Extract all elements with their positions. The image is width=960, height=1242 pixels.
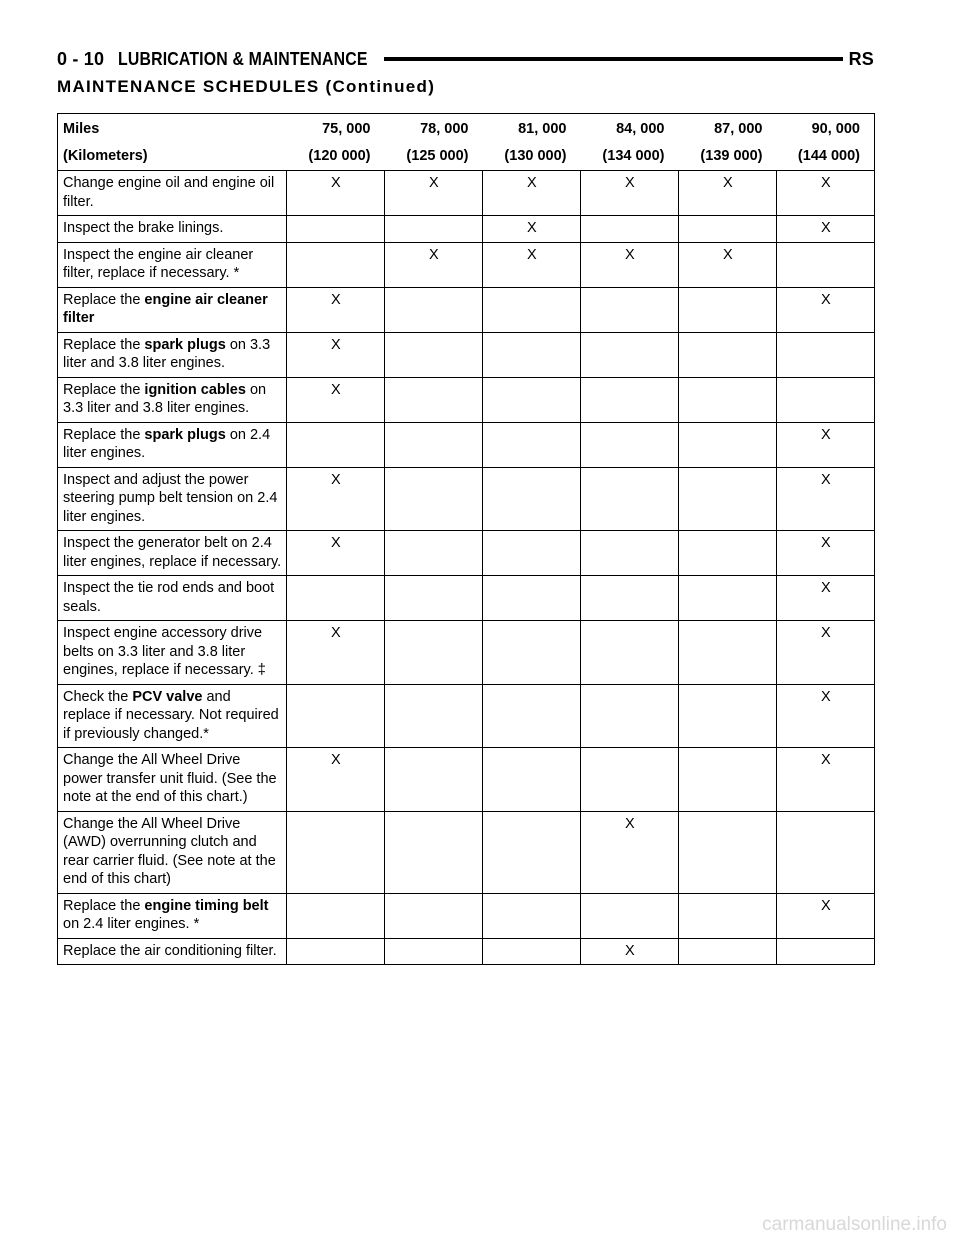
service-text: Change the All Wheel Drive (AWD) overrunning clutch and rear carrier fluid. (See note at the end of this chart) xyxy=(63,815,276,887)
schedule-mark xyxy=(483,893,581,938)
schedule-mark xyxy=(679,467,777,531)
schedule-mark: X xyxy=(287,531,385,576)
schedule-mark xyxy=(483,748,581,812)
service-text: on 3.3 liter and 3.8 liter engines. xyxy=(63,336,271,371)
miles-header: 90, 000 xyxy=(811,121,860,137)
schedule-mark xyxy=(581,377,679,422)
service-description xyxy=(58,938,287,965)
schedule-mark xyxy=(385,748,483,812)
schedule-mark xyxy=(483,377,581,422)
schedule-mark: X xyxy=(679,242,777,287)
schedule-mark xyxy=(483,684,581,748)
schedule-mark xyxy=(679,531,777,576)
schedule-mark: X xyxy=(581,938,679,965)
schedule-mark: X xyxy=(777,684,875,748)
schedule-mark xyxy=(287,684,385,748)
table-row xyxy=(58,171,875,216)
service-text: Replace the xyxy=(63,897,145,914)
schedule-mark: X xyxy=(777,422,875,467)
schedule-mark xyxy=(385,811,483,893)
model-code: RS xyxy=(848,48,874,69)
schedule-mark: X xyxy=(287,377,385,422)
schedule-mark: X xyxy=(777,748,875,812)
schedule-mark xyxy=(483,467,581,531)
service-text: Replace the xyxy=(63,291,145,308)
schedule-mark xyxy=(385,332,483,377)
schedule-mark: X xyxy=(777,171,875,216)
schedule-mark: X xyxy=(287,332,385,377)
schedule-mark xyxy=(287,576,385,621)
kilometers-header: (120 000) xyxy=(287,142,385,171)
schedule-mark xyxy=(777,242,875,287)
service-text: on 2.4 liter engines. xyxy=(63,426,271,461)
table-row xyxy=(58,893,875,938)
schedule-mark xyxy=(679,332,777,377)
miles-header: 81, 000 xyxy=(518,121,567,137)
schedule-mark xyxy=(385,467,483,531)
schedule-mark xyxy=(581,216,679,243)
schedule-mark xyxy=(385,287,483,332)
schedule-mark xyxy=(581,684,679,748)
schedule-mark: X xyxy=(777,287,875,332)
service-description xyxy=(58,422,287,467)
miles-header-row xyxy=(58,114,875,142)
service-part-emphasis: spark plugs xyxy=(144,336,226,353)
miles-header: 75, 000 xyxy=(322,121,371,137)
miles-header: 87, 000 xyxy=(714,121,763,137)
schedule-mark: X xyxy=(483,171,581,216)
schedule-mark: X xyxy=(777,893,875,938)
schedule-mark xyxy=(581,621,679,685)
schedule-mark xyxy=(581,287,679,332)
table-row xyxy=(58,811,875,893)
service-text: Replace the xyxy=(63,381,145,398)
schedule-mark xyxy=(777,811,875,893)
service-description xyxy=(58,684,287,748)
schedule-mark xyxy=(287,216,385,243)
service-text: Change engine oil and engine oil filter. xyxy=(63,175,275,210)
service-text: Inspect and adjust the power steering pump belt tension on 2.4 liter engines. xyxy=(63,471,278,525)
schedule-mark xyxy=(679,576,777,621)
service-description xyxy=(58,242,287,287)
service-text: Inspect the brake linings. xyxy=(63,220,224,236)
schedule-mark xyxy=(679,377,777,422)
schedule-mark: X xyxy=(287,748,385,812)
schedule-mark xyxy=(483,811,581,893)
service-description xyxy=(58,748,287,812)
service-part-emphasis: spark plugs xyxy=(144,426,226,443)
service-part-emphasis: PCV valve xyxy=(132,688,203,705)
service-text: Replace the xyxy=(63,426,145,443)
table-row xyxy=(58,684,875,748)
service-description xyxy=(58,621,287,685)
schedule-mark xyxy=(385,893,483,938)
schedule-mark: X xyxy=(287,171,385,216)
service-text: on 2.4 liter engines. * xyxy=(63,916,200,932)
schedule-mark xyxy=(679,422,777,467)
schedule-mark xyxy=(679,893,777,938)
service-text: on 3.3 liter and 3.8 liter engines. xyxy=(63,381,267,416)
schedule-mark: X xyxy=(777,467,875,531)
schedule-mark xyxy=(679,684,777,748)
table-row xyxy=(58,242,875,287)
schedule-mark xyxy=(483,576,581,621)
service-description xyxy=(58,467,287,531)
service-text: Inspect the tie rod ends and boot seals. xyxy=(63,580,275,615)
schedule-mark: X xyxy=(287,467,385,531)
schedule-mark: X xyxy=(385,242,483,287)
service-part-emphasis: engine air cleaner filter xyxy=(63,291,268,326)
table-row xyxy=(58,332,875,377)
schedule-mark: X xyxy=(777,621,875,685)
schedule-mark xyxy=(777,332,875,377)
miles-header: 84, 000 xyxy=(616,121,665,137)
table-row xyxy=(58,938,875,965)
schedule-mark xyxy=(581,576,679,621)
schedule-mark xyxy=(581,748,679,812)
schedule-mark xyxy=(483,422,581,467)
subheading: MAINTENANCE SCHEDULES (Continued) xyxy=(57,77,436,96)
service-description xyxy=(58,811,287,893)
service-description xyxy=(58,216,287,243)
service-description xyxy=(58,332,287,377)
table-row xyxy=(58,287,875,332)
table-row xyxy=(58,422,875,467)
schedule-mark xyxy=(679,811,777,893)
schedule-mark xyxy=(483,621,581,685)
service-text: Inspect engine accessory drive belts on 3.3 liter and 3.8 liter engines, replace if necessary. ‡ xyxy=(63,625,266,678)
schedule-mark: X xyxy=(581,242,679,287)
service-text: Check the xyxy=(63,688,133,705)
kilometers-header-row xyxy=(58,142,875,171)
schedule-mark xyxy=(777,938,875,965)
table-row xyxy=(58,531,875,576)
service-text: Replace the xyxy=(63,336,145,353)
schedule-mark: X xyxy=(483,216,581,243)
service-part-emphasis: ignition cables xyxy=(144,381,246,398)
schedule-mark xyxy=(385,938,483,965)
service-part-emphasis: engine timing belt xyxy=(144,897,269,914)
schedule-mark xyxy=(581,422,679,467)
page-header xyxy=(57,46,874,72)
service-text: and replace if necessary. Not required if previously changed.* xyxy=(63,688,279,742)
table-row xyxy=(58,467,875,531)
schedule-mark: X xyxy=(777,531,875,576)
table-row xyxy=(58,377,875,422)
kilometers-header: (139 000) xyxy=(679,142,777,171)
schedule-mark: X xyxy=(679,171,777,216)
schedule-mark: X xyxy=(581,811,679,893)
schedule-mark: X xyxy=(777,216,875,243)
schedule-mark xyxy=(385,377,483,422)
page-number: 0 - 10 xyxy=(57,48,105,69)
schedule-mark xyxy=(287,938,385,965)
kilometers-header: (130 000) xyxy=(483,142,581,171)
table-row xyxy=(58,576,875,621)
schedule-mark xyxy=(385,621,483,685)
maintenance-schedule-table xyxy=(57,113,875,965)
service-description xyxy=(58,171,287,216)
schedule-mark xyxy=(483,938,581,965)
schedule-mark xyxy=(483,531,581,576)
schedule-mark xyxy=(679,938,777,965)
schedule-mark: X xyxy=(385,171,483,216)
schedule-mark: X xyxy=(483,242,581,287)
schedule-mark: X xyxy=(287,287,385,332)
schedule-mark xyxy=(385,531,483,576)
miles-label: Miles xyxy=(63,121,100,137)
table-row xyxy=(58,621,875,685)
schedule-mark xyxy=(287,893,385,938)
kilometers-label: (Kilometers) xyxy=(58,142,287,171)
schedule-mark xyxy=(287,422,385,467)
schedule-mark xyxy=(679,748,777,812)
table-row xyxy=(58,216,875,243)
header-rule xyxy=(384,57,843,61)
schedule-mark xyxy=(679,287,777,332)
schedule-mark: X xyxy=(777,576,875,621)
service-text: Inspect the generator belt on 2.4 liter engines, replace if necessary. xyxy=(63,535,282,570)
service-description xyxy=(58,893,287,938)
miles-header: 78, 000 xyxy=(420,121,469,137)
kilometers-header: (125 000) xyxy=(385,142,483,171)
schedule-mark xyxy=(385,422,483,467)
service-description xyxy=(58,576,287,621)
schedule-body xyxy=(58,171,875,965)
schedule-mark xyxy=(385,684,483,748)
schedule-mark xyxy=(287,811,385,893)
schedule-mark xyxy=(581,467,679,531)
kilometers-header: (144 000) xyxy=(777,142,875,171)
service-description xyxy=(58,377,287,422)
schedule-mark: X xyxy=(581,171,679,216)
schedule-mark xyxy=(581,332,679,377)
service-text: Change the All Wheel Drive power transfer unit fluid. (See the note at the end of this chart.) xyxy=(63,752,277,805)
schedule-mark xyxy=(483,287,581,332)
schedule-mark xyxy=(679,216,777,243)
kilometers-header: (134 000) xyxy=(581,142,679,171)
schedule-mark xyxy=(581,893,679,938)
schedule-mark xyxy=(679,621,777,685)
schedule-mark xyxy=(483,332,581,377)
schedule-mark: X xyxy=(287,621,385,685)
watermark: carmanualsonline.info xyxy=(762,1214,947,1235)
table-row xyxy=(58,748,875,812)
service-text: Inspect the engine air cleaner filter, replace if necessary. * xyxy=(63,246,254,281)
service-description xyxy=(58,531,287,576)
schedule-mark xyxy=(581,531,679,576)
service-description xyxy=(58,287,287,332)
schedule-mark xyxy=(287,242,385,287)
schedule-mark xyxy=(385,216,483,243)
section-title: LUBRICATION & MAINTENANCE xyxy=(118,48,368,69)
schedule-mark xyxy=(385,576,483,621)
service-text: Replace the air conditioning filter. xyxy=(63,942,277,959)
schedule-mark xyxy=(777,377,875,422)
